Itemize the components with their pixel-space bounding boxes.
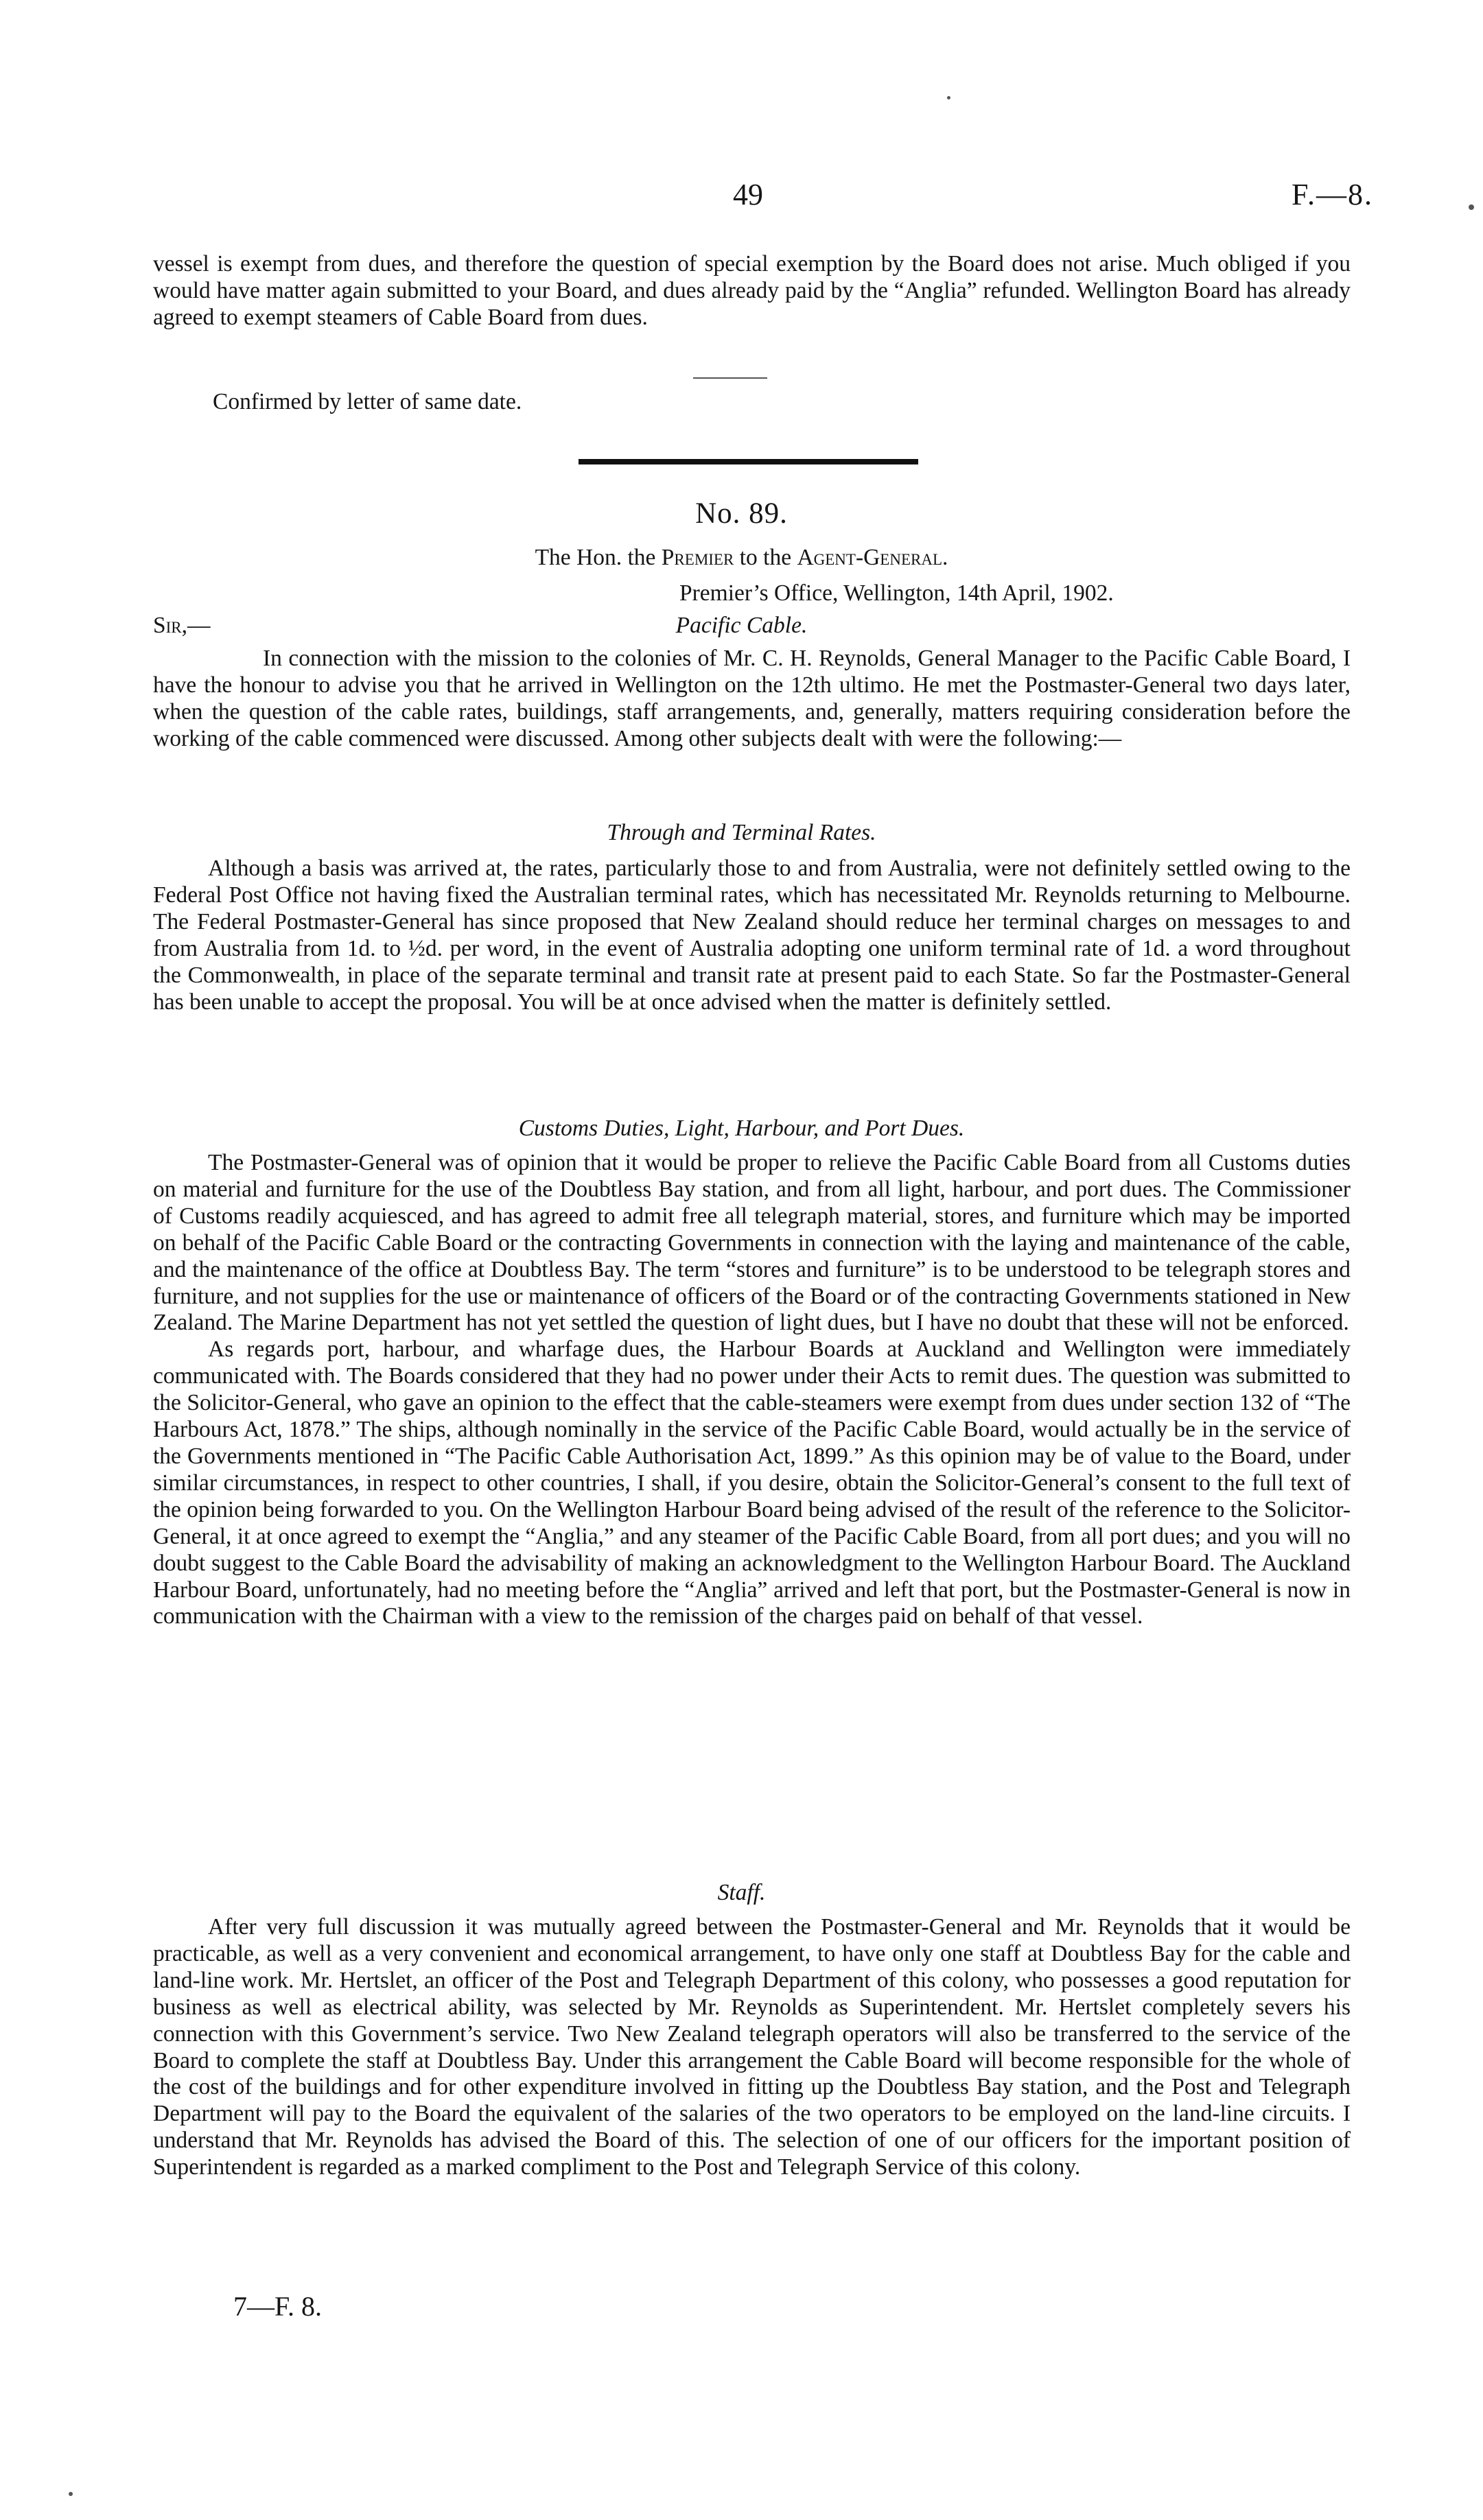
- scan-speck: [69, 2492, 73, 2496]
- running-head: [0, 177, 1483, 225]
- sender: Premier: [661, 545, 734, 570]
- from-to-prefix: The Hon. the: [535, 545, 656, 570]
- page-number: 49: [733, 178, 763, 211]
- rates-section: [153, 856, 1351, 1015]
- staff-paragraph: After very full discussion it was mutually agreed between the Postmaster-General and Mr. Reynolds that it would be practicable, as well as a very convenient and economical arrangement, to have only one staff at Doubtless Bay for the cable and land-line work. Mr. Hertslet, an officer of the Post and Telegraph Department of this colony, who possesses a good reputation for business as well as electrical ability, was selected by Mr. Reynolds as Superintendent. Mr. Hertslet completely severs his connection with this Government’s service. Two New Zealand telegraph operators will also be transferred to the service of the Board to complete the staff at Doubtless Bay. Under this arrangement the Cable Board will become responsible for the whole of the cost of the buildings and for other expenditure involved in fitting up the Doubtless Bay station, and the Post and Telegraph Department will pay to the Board the equivalent of the salaries of the two operators to be employed on the land-line circuits. I understand that Mr. Reynolds has advised the Board of this. The selection of one of our officers for the important position of Superintendent is regarded as a marked compliment to the Post and Telegraph Service of this colony.: [153, 1914, 1351, 2180]
- continued-paragraph: vessel is exempt from dues, and therefore the question of special exemption by the Board does not arise. Much obliged if you would have matter again submitted to your Board, and dues already paid by the “Anglia” refunded. Wellington Board has already agreed to exempt steamers of Cable Board from dues.: [153, 251, 1351, 330]
- to-word: to the: [739, 545, 792, 570]
- rates-heading: Through and Terminal Rates.: [607, 820, 876, 845]
- scan-speck: [947, 96, 950, 99]
- document-number: No. 89.: [695, 497, 788, 530]
- dateline: Premier’s Office, Wellington, 14th April, 1902.: [679, 580, 1114, 606]
- series-reference: F.—8.: [1292, 178, 1373, 211]
- salutation: Sir,—: [153, 613, 211, 638]
- short-divider: [693, 377, 767, 379]
- customs-heading: Customs Duties, Light, Harbour, and Port Dues.: [518, 1116, 965, 1141]
- customs-paragraph-2: As regards port, harbour, and wharfage dues, the Harbour Boards at Auckland and Wellington were immediately communicated with. The Boards considered that they had no power under their Acts to remit dues. The question was submitted to the Solicitor-General, who gave an opinion to the effect that the cable-steamers were exempt from dues under section 132 of “The Harbours Act, 1878.” The ships, although nominally in the service of the Pacific Cable Board, would actually be in the service of the Governments mentioned in “The Pacific Cable Authorisation Act, 1899.” As this opinion may be of value to the Board, under similar circumstances, in respect to other countries, I shall, if you desire, obtain the Solicitor-General’s consent to the full text of the opinion being forwarded to you. On the Wellington Harbour Board being advised of the result of the reference to the Solicitor-General, it at once agreed to exempt the “Anglia,” and any steamer of the Pacific Cable Board, from all port dues; and you will no doubt suggest to the Cable Board the advisability of making an acknowledgment to the Wellington Harbour Board. The Auckland Harbour Board, unfortunately, had no meeting before the “Anglia” arrived and left that port, but the Postmaster-General is now in communication with the Chairman with a view to the remission of the charges paid on behalf of that vessel.: [153, 1336, 1351, 1629]
- customs-paragraph-1: The Postmaster-General was of opinion that it would be proper to relieve the Pacific Cable Board from all Customs duties on material and furniture for the use of the Doubtless Bay station, and from all light, harbour, and port dues. The Commissioner of Customs readily acquiesced, and has agreed to admit free all telegraph material, stores, and furniture which may be imported on behalf of the Pacific Cable Board or the contracting Governments in connection with the laying and maintenance of the cable, and the maintenance of the office at Doubtless Bay. The term “stores and furniture” is to be understood to be telegraph stores and furniture, and not supplies for the use or maintenance of officers of the Board or of the contracting Governments stationed in New Zealand. The Marine Department has not yet settled the question of light dues, but I have no doubt that these will not be enforced.: [153, 1150, 1351, 1336]
- scan-speck: [1469, 204, 1474, 210]
- sender-recipient-line: [0, 545, 1483, 571]
- section-divider: [579, 459, 918, 464]
- customs-section: [153, 1150, 1351, 1630]
- staff-heading: Staff.: [717, 1880, 766, 1905]
- intro-paragraph: In connection with the mission to the colonies of Mr. C. H. Reynolds, General Manager to the Pacific Cable Board, I have the honour to advise you that he arrived in Wellington on the 12th ultimo. He met the Postmaster-General two days later, when the question of the cable rates, buildings, staff arrangements, and, generally, matters requiring consideration before the working of the cable commenced were discussed. Among other subjects dealt with were the following:—: [153, 646, 1351, 751]
- signature-mark: 7—F. 8.: [233, 2291, 323, 2322]
- intro-section: [153, 646, 1351, 753]
- letter-title: Pacific Cable.: [675, 613, 808, 638]
- continued-telegram-text: [153, 251, 1351, 331]
- recipient: Agent-General.: [797, 545, 948, 570]
- confirmation-note: Confirmed by letter of same date.: [213, 389, 522, 414]
- rates-paragraph: Although a basis was arrived at, the rates, particularly those to and from Australia, were not definitely settled owing to the Federal Post Office not having fixed the Australian terminal rates, which has necessitated Mr. Reynolds returning to Melbourne. The Federal Postmaster-General has since proposed that New Zealand should reduce her terminal charges on messages to and from Australia from 1d. to ½d. per word, in the event of Australia adopting one uniform terminal rate of 1d. a word throughout the Commonwealth, in place of the separate terminal and transit rate at present paid to each State. So far the Postmaster-General has been unable to accept the proposal. You will be at once advised when the matter is definitely settled.: [153, 856, 1351, 1015]
- staff-section: [153, 1914, 1351, 2181]
